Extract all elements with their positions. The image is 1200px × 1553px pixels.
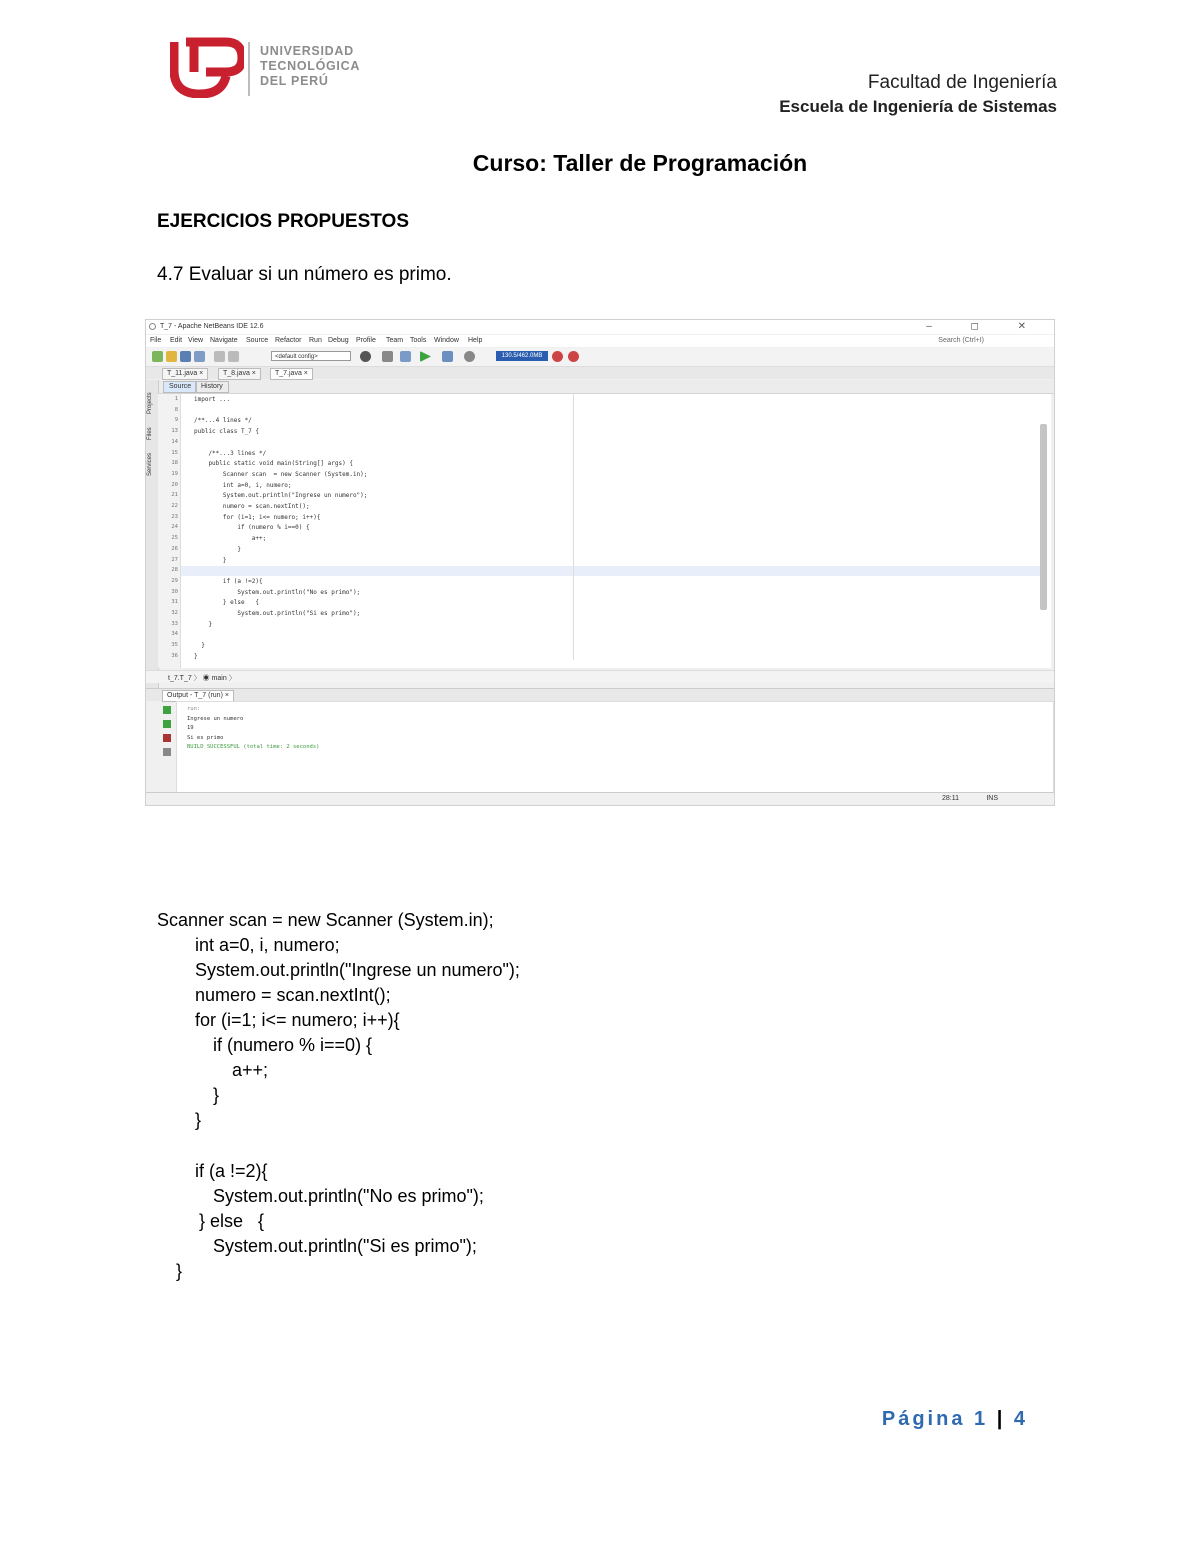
code-line: } xyxy=(194,556,227,564)
code-line: /**...3 lines */ xyxy=(194,449,267,457)
code-line: a++; xyxy=(194,535,267,543)
faculty-name: Facultad de Ingeniería xyxy=(867,72,1057,93)
line-number: 26 xyxy=(171,545,178,552)
tab-t11[interactable]: T_11.java × xyxy=(162,368,208,380)
code-line: Scanner scan = new Scanner (System.in); xyxy=(194,470,368,478)
editor-toolbar xyxy=(159,380,1054,394)
menu-team[interactable]: Team xyxy=(386,337,404,344)
line-number: 35 xyxy=(171,642,178,649)
page-total: 4 xyxy=(1013,1408,1028,1430)
file-tabs xyxy=(146,367,1054,379)
line-number: 18 xyxy=(171,460,178,467)
listing-line: } xyxy=(195,1110,202,1130)
editor-scrollbar[interactable] xyxy=(1040,424,1047,610)
profile-ide-icon[interactable] xyxy=(568,351,579,362)
output-tab[interactable]: Output - T_7 (run) × xyxy=(162,690,234,702)
output-line: 19 xyxy=(187,725,194,731)
build-icon[interactable] xyxy=(382,351,393,362)
menu-navigate[interactable]: Navigate xyxy=(210,337,238,344)
output-line: Ingrese un numero xyxy=(187,715,244,722)
line-number: 13 xyxy=(171,428,178,435)
line-number: 30 xyxy=(171,588,178,595)
listing-line: for (i=1; i<= numero; i++){ xyxy=(195,1010,400,1030)
code-line: import ... xyxy=(194,396,231,403)
code-line: } else { xyxy=(194,599,260,607)
ide-window-title: T_7 - Apache NetBeans IDE 12.6 xyxy=(160,323,264,330)
menu-window[interactable]: Window xyxy=(434,337,459,344)
output-console[interactable] xyxy=(176,701,1054,793)
menu-edit[interactable]: Edit xyxy=(170,337,183,344)
logo-divider xyxy=(248,42,250,96)
new-project-icon[interactable] xyxy=(166,351,177,362)
tab-t7[interactable]: T_7.java × xyxy=(270,368,313,380)
cursor-position: 28:11 xyxy=(942,795,959,802)
rerun-icon[interactable] xyxy=(163,706,171,714)
line-number: 19 xyxy=(171,470,178,477)
line-number: 23 xyxy=(171,513,178,520)
listing-line: if (numero % i==0) { xyxy=(213,1035,373,1055)
output-line: Si es primo xyxy=(187,734,224,741)
gc-icon[interactable] xyxy=(552,351,563,362)
profile-icon[interactable] xyxy=(464,351,475,362)
output-header xyxy=(146,688,1054,701)
build-config-icon[interactable] xyxy=(360,351,371,362)
line-number: 27 xyxy=(171,556,178,563)
course-title: Curso: Taller de Programación xyxy=(472,150,808,176)
line-number: 31 xyxy=(171,599,178,606)
menu-refactor[interactable]: Refactor xyxy=(275,337,302,344)
line-number: 24 xyxy=(171,524,178,531)
utp-logo-mark xyxy=(170,36,244,98)
line-number: 36 xyxy=(171,652,178,659)
logo-wordmark: UNIVERSIDAD TECNOLÓGICA DEL PERÚ xyxy=(260,44,361,88)
menu-file[interactable]: File xyxy=(150,337,162,344)
ide-toolbar xyxy=(146,348,1054,367)
run-icon[interactable] xyxy=(420,351,431,362)
listing-line: int a=0, i, numero; xyxy=(195,935,340,955)
line-number: 34 xyxy=(171,631,178,638)
utp-logo xyxy=(170,36,370,102)
tab-t8[interactable]: T_8.java × xyxy=(218,368,261,380)
rerun-different-icon[interactable] xyxy=(163,720,171,728)
menu-run[interactable]: Run xyxy=(309,337,322,344)
current-line-highlight xyxy=(181,566,1041,576)
line-number: 29 xyxy=(171,577,178,584)
listing-line: } else { xyxy=(199,1211,265,1231)
code-line: System.out.println("Si es primo"); xyxy=(194,610,361,617)
netbeans-icon xyxy=(149,323,156,330)
listing-line: numero = scan.nextInt(); xyxy=(195,985,391,1005)
output-line: run: xyxy=(187,706,201,712)
ide-screenshot xyxy=(145,319,1055,806)
line-number: 21 xyxy=(171,492,178,499)
school-name: Escuela de Ingeniería de Sistemas xyxy=(779,97,1057,116)
ide-titlebar xyxy=(146,320,1054,334)
menu-source[interactable]: Source xyxy=(246,337,269,344)
menu-profile[interactable]: Profile xyxy=(356,337,376,344)
menu-help[interactable]: Help xyxy=(468,337,483,344)
sidebar-services[interactable]: Services xyxy=(147,452,153,476)
listing-line: System.out.println("No es primo"); xyxy=(213,1186,484,1206)
code-line: System.out.println("No es primo"); xyxy=(194,588,361,596)
page-label: Página xyxy=(881,1408,966,1430)
save-all-icon[interactable] xyxy=(194,351,205,362)
tab-source[interactable]: Source xyxy=(163,381,197,393)
window-controls[interactable]: – ◻ ✕ xyxy=(926,321,1044,332)
code-line: if (numero % i==0) { xyxy=(194,524,310,532)
breadcrumb-path[interactable]: t_7.T_7 〉 ◉ main 〉 xyxy=(168,675,236,682)
code-line: } xyxy=(194,545,241,553)
line-number: 8 xyxy=(174,406,178,413)
line-number: 1 xyxy=(174,396,178,402)
line-number: 22 xyxy=(171,503,178,509)
line-number: 25 xyxy=(171,535,178,542)
code-line: numero = scan.nextInt(); xyxy=(194,503,310,510)
listing-line: a++; xyxy=(232,1060,269,1080)
listing-line: Scanner scan = new Scanner (System.in); xyxy=(157,910,494,930)
new-file-icon[interactable] xyxy=(152,351,163,362)
output-settings-icon[interactable] xyxy=(163,748,171,756)
line-number: 33 xyxy=(171,620,178,627)
line-number: 32 xyxy=(171,610,178,616)
output-line: BUILD SUCCESSFUL (total time: 2 seconds) xyxy=(187,744,320,750)
line-number: 28 xyxy=(171,567,178,574)
code-line: if (a !=2){ xyxy=(194,577,263,585)
exercise-statement: 4.7 Evaluar si un número es primo. xyxy=(157,264,452,285)
menu-debug[interactable]: Debug xyxy=(328,337,349,344)
config-select[interactable]: <default config> xyxy=(271,351,351,361)
code-line: int a=0, i, numero; xyxy=(194,481,292,489)
sidebar-projects[interactable]: Projects xyxy=(147,392,153,414)
line-number-gutter xyxy=(158,394,181,668)
page-number xyxy=(882,1408,1028,1431)
code-line: for (i=1; i<= numero; i++){ xyxy=(194,513,321,521)
section-heading: EJERCICIOS PROPUESTOS xyxy=(157,211,409,232)
debug-icon[interactable] xyxy=(442,351,453,362)
menu-view[interactable]: View xyxy=(188,337,204,344)
clean-build-icon[interactable] xyxy=(400,351,411,362)
code-line: } xyxy=(194,642,205,650)
page-current: 1 xyxy=(974,1408,989,1430)
stop-icon[interactable] xyxy=(163,734,171,742)
line-number: 15 xyxy=(171,449,178,456)
right-margin-line xyxy=(573,394,574,660)
menu-tools[interactable]: Tools xyxy=(410,337,427,344)
undo-icon[interactable] xyxy=(214,351,225,362)
code-line: } xyxy=(194,620,213,628)
page-separator: | xyxy=(996,1408,1006,1430)
editor-breadcrumb xyxy=(146,670,1054,683)
ide-statusbar xyxy=(146,792,1054,805)
code-line: public static void main(String[] args) { xyxy=(194,460,353,468)
code-editor[interactable] xyxy=(158,394,1051,668)
listing-line: System.out.println("Si es primo"); xyxy=(213,1236,477,1256)
line-number: 20 xyxy=(171,481,178,488)
open-project-icon[interactable] xyxy=(180,351,191,362)
insert-mode: INS xyxy=(986,795,998,802)
tab-history[interactable]: History xyxy=(195,381,229,393)
listing-line: if (a !=2){ xyxy=(195,1161,268,1181)
listing-line: } xyxy=(213,1085,220,1105)
code-line: public class T_7 { xyxy=(194,428,260,436)
line-number: 9 xyxy=(174,417,178,424)
code-line: System.out.println("Ingrese un numero"); xyxy=(194,492,368,500)
redo-icon[interactable] xyxy=(228,351,239,362)
code-line: /**...4 lines */ xyxy=(194,417,252,425)
memory-indicator[interactable]: 130.5/462.0MB xyxy=(496,351,548,361)
sidebar-files[interactable]: Files xyxy=(147,427,153,440)
line-number: 14 xyxy=(171,438,178,445)
listing-line: } xyxy=(176,1261,183,1281)
listing-line: System.out.println("Ingrese un numero"); xyxy=(195,960,520,980)
ide-search-box[interactable]: Search (Ctrl+I) xyxy=(938,337,984,344)
code-line: } xyxy=(194,652,198,660)
ide-menubar xyxy=(146,335,1054,347)
